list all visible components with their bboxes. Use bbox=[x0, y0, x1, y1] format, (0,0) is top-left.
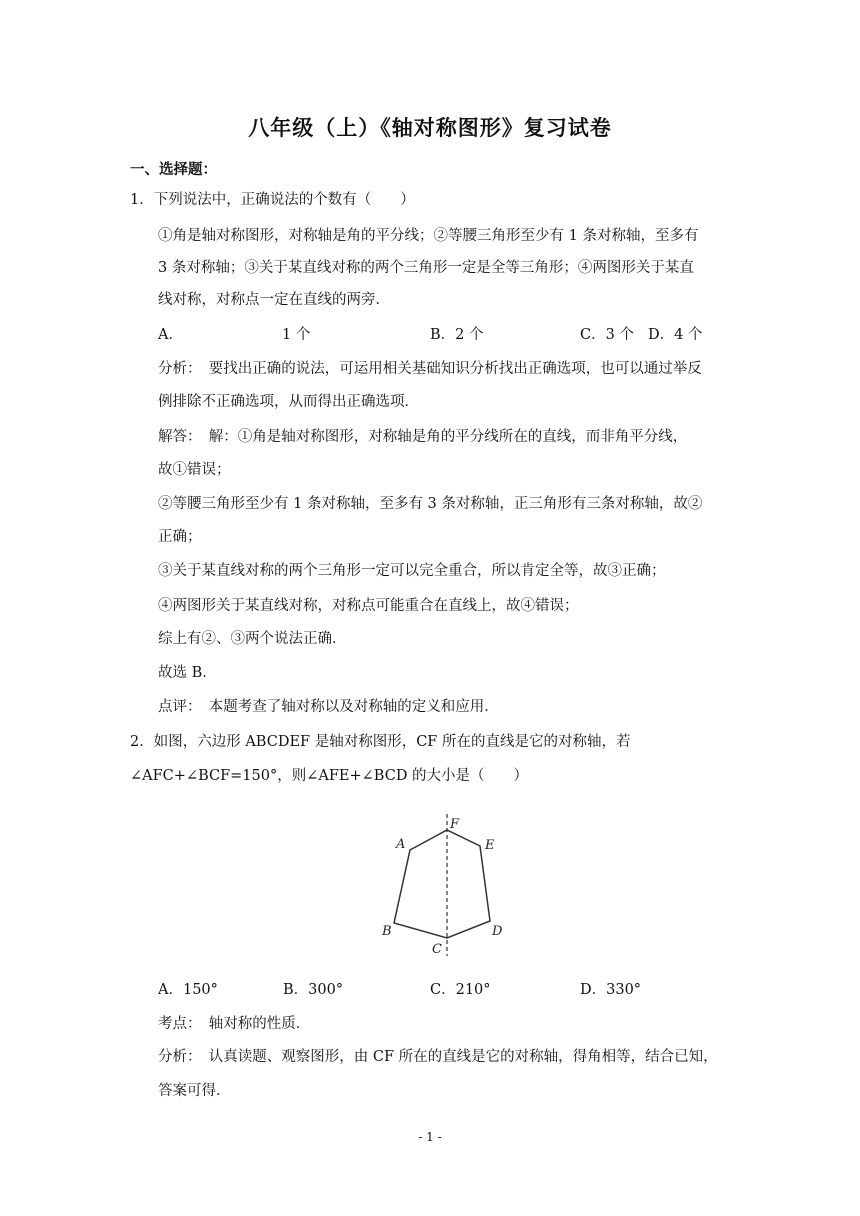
page-number: - 1 - bbox=[418, 1130, 442, 1144]
section-heading: 一、选择题： bbox=[130, 162, 217, 178]
q1-solution-line: ②等腰三角形至少有 1 条对称轴，至多有 3 条对称轴，正三角形有三条对称轴，故② bbox=[158, 496, 703, 512]
q2-point: 考点： 轴对称的性质． bbox=[158, 1016, 311, 1032]
vertex-label: C bbox=[432, 942, 442, 957]
q2-stem-line: ∠AFC+∠BCF=150°，则∠AFE+∠BCD 的大小是（ ） bbox=[130, 768, 529, 784]
q1-solution-line: ③关于某直线对称的两个三角形一定可以完全重合，所以肯定全等，故③正确； bbox=[158, 563, 666, 579]
q1-option-a: A． bbox=[158, 327, 183, 343]
q1-solution-line: ④两图形关于某直线对称，对称点可能重合在直线上，故④错误； bbox=[158, 598, 579, 614]
q1-solution-line: 综上有②、③两个说法正确． bbox=[158, 631, 347, 647]
vertex-label: F bbox=[450, 817, 460, 832]
q2-option-c: C．210° bbox=[430, 982, 491, 998]
q1-analysis-line: 分析： 要找出正确的说法，可运用相关基础知识分析找出正确选项，也可以通过举反 bbox=[158, 361, 702, 377]
q1-solution-line: 故选 B． bbox=[158, 665, 217, 681]
q1-body-line: 线对称，对称点一定在直线的两旁． bbox=[158, 292, 390, 308]
page-title: 八年级（上）《轴对称图形》复习试卷 bbox=[248, 116, 612, 140]
q2-stem-line: 2．如图，六边形 ABCDEF 是轴对称图形，CF 所在的直线是它的对称轴，若 bbox=[130, 734, 631, 750]
hexagon-outline bbox=[394, 830, 490, 938]
q1-solution-line: 正确； bbox=[158, 529, 202, 545]
q2-option-d: D．330° bbox=[580, 982, 642, 998]
q1-option-a-value: 1 个 bbox=[282, 327, 311, 343]
q1-option-b: B．2 个 bbox=[430, 327, 484, 343]
vertex-label: D bbox=[492, 924, 503, 939]
q1-body-line: 3 条对称轴；③关于某直线对称的两个三角形一定是全等三角形；④两图形关于某直 bbox=[158, 260, 694, 276]
q1-stem: 1．下列说法中，正确说法的个数有（ ） bbox=[130, 192, 415, 208]
q1-body-line: ①角是轴对称图形，对称轴是角的平分线；②等腰三角形至少有 1 条对称轴，至多有 bbox=[158, 228, 699, 244]
q1-option-c: C．3 个 bbox=[580, 327, 634, 343]
q2-analysis-line: 分析： 认真读题、观察图形，由 CF 所在的直线是它的对称轴，得角相等，结合已知， bbox=[158, 1049, 718, 1065]
q2-analysis-line: 答案可得． bbox=[158, 1083, 231, 1099]
q1-comment: 点评： 本题考查了轴对称以及对称轴的定义和应用． bbox=[158, 699, 499, 715]
vertex-label: B bbox=[382, 924, 392, 939]
vertex-label: E bbox=[485, 838, 495, 853]
q2-option-b: B．300° bbox=[283, 982, 344, 998]
vertex-label: A bbox=[396, 837, 406, 852]
q1-solution-line: 故①错误； bbox=[158, 462, 231, 478]
hexagon-figure bbox=[370, 810, 520, 960]
q1-analysis-line: 例排除不正确选项，从而得出正确选项． bbox=[158, 394, 419, 410]
q2-option-a: A．150° bbox=[158, 982, 218, 998]
q1-solution-line: 解答： 解：①角是轴对称图形，对称轴是角的平分线所在的直线，而非角平分线， bbox=[158, 429, 688, 445]
q1-option-d: D．4 个 bbox=[648, 327, 703, 343]
